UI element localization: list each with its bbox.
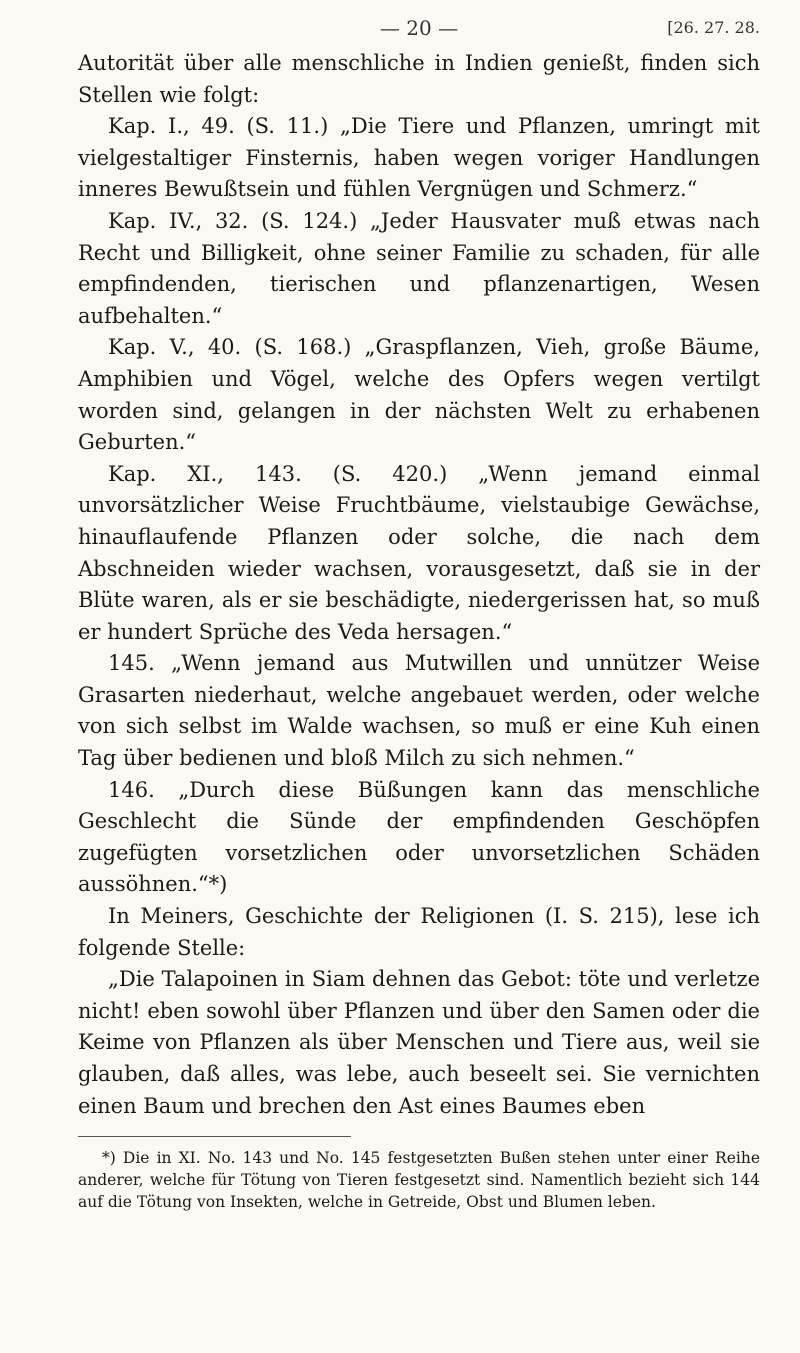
paragraph: „Die Talapoinen in Siam dehnen das Gebot: töte und verletze nicht! eben sowohl über Pflanzen und über den Samen oder die Keime von Pflanzen als über Menschen und Tiere aus, weil sie glauben, daß alles, was lebe, auch beseelt sei. Sie vernichten einen Baum und brechen den Ast eines Baumes eben xyxy=(78,967,760,1118)
paragraph: 146. „Durch diese Büßungen kann das menschliche Geschlecht die Sünde der empfindenden Geschöpfen zugefügten vorsetzlichen oder unvorsetzlichen Schäden aussöhnen.“*) xyxy=(78,777,760,897)
footnote: *) Die in XI. No. 143 und No. 145 festgesetzten Bußen stehen unter einer Reihe anderer, welche für Tötung von Tieren festgesetzt sind. Namentlich bezieht sich 144 auf die Tötung von Insekten, welche in Getreide, Obst und Blumen leben. xyxy=(78,1149,760,1212)
paragraph: Kap. V., 40. (S. 168.) „Graspflanzen, Vieh, große Bäume, Amphibien und Vögel, welche des Opfers wegen vertilgt worden sind, gelangen in der nächsten Welt zu erhabenen Geburten.“ xyxy=(78,335,760,455)
paragraph: Autorität über alle menschliche in Indien genießt, finden sich Stellen wie folgt: xyxy=(78,51,760,107)
footnote-divider xyxy=(78,1136,351,1137)
paragraph: In Meiners, Geschichte der Religionen (I. S. 215), lese ich folgende Stelle: xyxy=(78,904,760,960)
paragraph: Kap. I., 49. (S. 11.) „Die Tiere und Pflanzen, umringt mit vielgestaltiger Finsternis, haben wegen voriger Handlungen inneres Bewußtsein und fühlen Vergnügen und Schmerz.“ xyxy=(78,114,760,202)
paragraph: Kap. XI., 143. (S. 420.) „Wenn jemand einmal unvorsätzlicher Weise Fruchtbäume, vielstaubige Gewächse, hinauflaufende Pflanzen oder solche, die nach dem Abschneiden wieder wachsen, vorausgesetzt, daß sie in der Blüte waren, als er sie beschädigte, niedergerissen hat, so muß er hundert Sprüche des Veda hersagen.“ xyxy=(78,461,760,644)
page-number: — 20 — xyxy=(379,16,459,40)
body-text xyxy=(78,48,760,1122)
paragraph: Kap. IV., 32. (S. 124.) „Jeder Hausvater muß etwas nach Recht und Billigkeit, ohne seiner Familie zu schaden, für alle empfindenden, tierischen und pflanzenartigen, Wesen aufbehalten.“ xyxy=(78,208,760,328)
running-head xyxy=(78,10,760,48)
paragraph: 145. „Wenn jemand aus Mutwillen und unnützer Weise Grasarten niederhaut, welche angebauet werden, oder welche von sich selbst im Walde wachsen, so muß er eine Kuh einen Tag über bedienen und bloß Milch zu sich nehmen.“ xyxy=(78,651,760,771)
section-reference: [26. 27. 28. xyxy=(667,18,760,37)
